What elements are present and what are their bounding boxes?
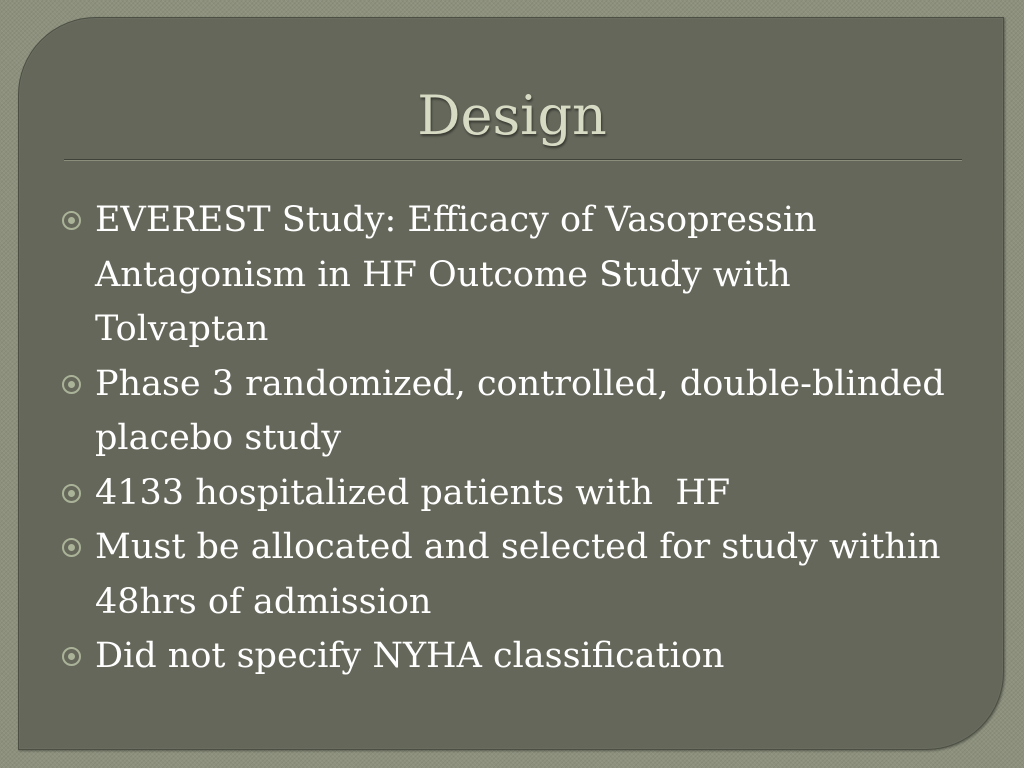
bullet-text: EVEREST Study: Efficacy of Vasopressin Antagonism in HF Outcome Study with Tolvaptan bbox=[95, 200, 817, 349]
bullet-list bbox=[62, 193, 962, 684]
bullet-item bbox=[62, 193, 962, 357]
bullet-text: Must be allocated and selected for study within 48hrs of admission bbox=[95, 527, 941, 622]
title-divider bbox=[64, 159, 962, 161]
circle-bullet-icon bbox=[62, 484, 81, 503]
circle-bullet-icon bbox=[62, 647, 81, 666]
circle-bullet-icon bbox=[62, 375, 81, 394]
bullet-text: 4133 hospitalized patients with HF bbox=[95, 472, 731, 513]
bullet-item bbox=[62, 520, 962, 629]
bullet-text: Phase 3 randomized, controlled, double-blinded placebo study bbox=[95, 363, 945, 458]
bullet-item bbox=[62, 357, 962, 466]
slide-title: Design bbox=[417, 84, 607, 147]
bullet-item bbox=[62, 629, 962, 684]
circle-bullet-icon bbox=[62, 211, 81, 230]
bullet-item bbox=[62, 466, 962, 521]
bullet-text: Did not specify NYHA classification bbox=[95, 636, 725, 676]
circle-bullet-icon bbox=[62, 538, 81, 557]
